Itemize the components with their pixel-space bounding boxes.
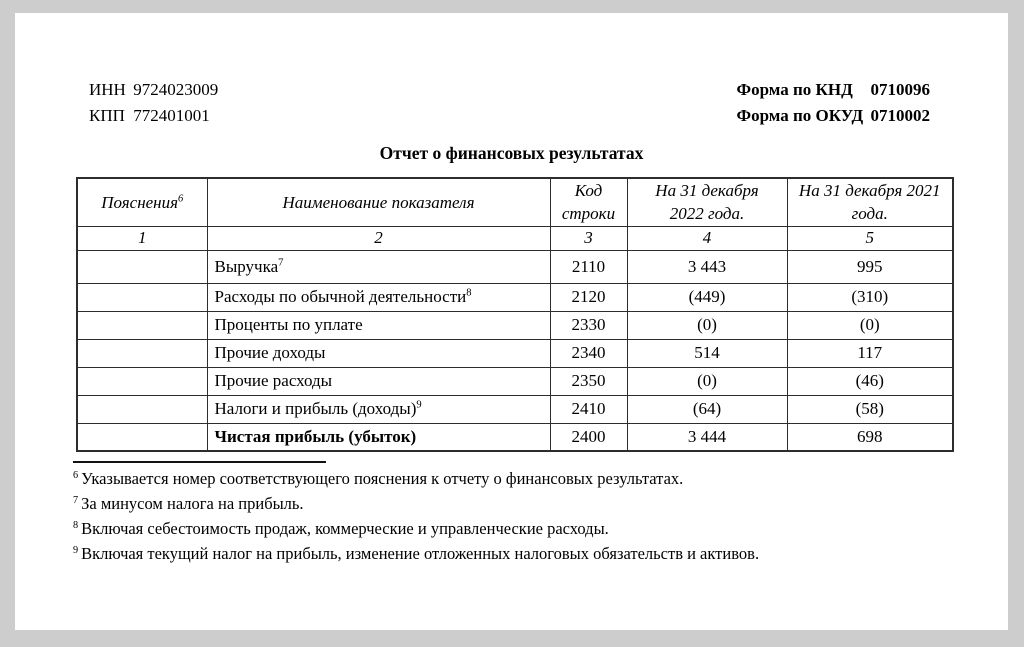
- indicator-name-cell: Налоги и прибыль (доходы)$^9$: [207, 395, 550, 423]
- indicator-name-cell: Прочие расходы: [207, 367, 550, 395]
- footnote: $^6$ Указывается номер соответствующего пояснения к отчету о финансовых результатах.: [73, 469, 684, 488]
- financial-results-table: [76, 177, 954, 452]
- column-number-1: 1: [77, 226, 207, 250]
- value-2021-cell: (310): [787, 283, 953, 311]
- kpp-line: [89, 103, 218, 129]
- table-row: [77, 311, 953, 339]
- column-number-4: 4: [627, 226, 787, 250]
- footnotes-block: [73, 466, 968, 566]
- indicator-superscript: 9: [416, 399, 422, 411]
- explanations-superscript: 6: [178, 193, 184, 205]
- table-row: [77, 423, 953, 451]
- footnote-separator: [73, 461, 326, 463]
- explanation-cell: [77, 311, 207, 339]
- table-row: [77, 250, 953, 283]
- column-header-2022: На 31 декабря 2022 года.: [627, 178, 787, 226]
- document-header: [73, 77, 952, 129]
- value-2022-cell: (0): [627, 311, 787, 339]
- column-header-line-code: Код строки: [550, 178, 627, 226]
- table-row: [77, 283, 953, 311]
- page-title: Отчет о финансовых результатах: [379, 143, 644, 163]
- table-row: [77, 339, 953, 367]
- indicator-name-cell: Проценты по уплате: [207, 311, 550, 339]
- value-2021-cell: 995: [787, 250, 953, 283]
- value-2021-cell: 117: [787, 339, 953, 367]
- footnote-number: 6: [73, 469, 79, 481]
- column-number-3: 3: [550, 226, 627, 250]
- footnote-number: 8: [73, 519, 79, 531]
- column-numbers-row: [77, 226, 953, 250]
- footnote: $^9$ Включая текущий налог на прибыль, изменение отложенных налоговых обязательств и активов.: [73, 544, 760, 563]
- inn-label: ИНН: [89, 80, 126, 99]
- line-code-cell: 2110: [550, 250, 627, 283]
- form-okud-value: 0710002: [870, 106, 930, 125]
- value-2021-cell: (0): [787, 311, 953, 339]
- footnote-number: 7: [73, 494, 79, 506]
- kpp-value: 772401001: [133, 106, 210, 125]
- explanation-cell: [77, 423, 207, 451]
- header-row: [77, 178, 953, 226]
- form-okud-label: Форма по ОКУД: [736, 106, 864, 125]
- value-2022-cell: (0): [627, 367, 787, 395]
- table-body: [77, 250, 953, 451]
- value-2022-cell: 3 444: [627, 423, 787, 451]
- column-header-2021: На 31 декабря 2021 года.: [787, 178, 953, 226]
- indicator-name-cell: Прочие доходы: [207, 339, 550, 367]
- line-code-cell: 2410: [550, 395, 627, 423]
- value-2021-cell: 698: [787, 423, 953, 451]
- form-knd-value: 0710096: [870, 80, 930, 99]
- form-knd-label: Форма по КНД: [736, 80, 853, 99]
- line-code-cell: 2330: [550, 311, 627, 339]
- line-code-cell: 2120: [550, 283, 627, 311]
- column-number-2: 2: [207, 226, 550, 250]
- value-2022-cell: (64): [627, 395, 787, 423]
- table-row: [77, 395, 953, 423]
- kpp-label: КПП: [89, 106, 125, 125]
- form-codes-block: [737, 77, 931, 129]
- indicator-superscript: 7: [278, 256, 284, 268]
- footnote: $^7$ За минусом налога на прибыль.: [73, 494, 304, 513]
- document-page: [15, 13, 1008, 630]
- footnote: $^8$ Включая себестоимость продаж, коммерческие и управленческие расходы.: [73, 519, 609, 538]
- column-header-explanations: Пояснения$^6$: [77, 178, 207, 226]
- value-2022-cell: 3 443: [627, 250, 787, 283]
- explanation-cell: [77, 367, 207, 395]
- table-header: [77, 178, 953, 250]
- explanation-cell: [77, 283, 207, 311]
- form-knd-line: [737, 77, 931, 103]
- value-2022-cell: (449): [627, 283, 787, 311]
- footnote-number: 9: [73, 544, 79, 556]
- indicator-name-cell: Выручка$^7$: [207, 250, 550, 283]
- column-header-indicator: Наименование показателя: [207, 178, 550, 226]
- table-row: [77, 367, 953, 395]
- indicator-superscript: 8: [466, 287, 472, 299]
- explanation-cell: [77, 250, 207, 283]
- value-2022-cell: 514: [627, 339, 787, 367]
- explanation-cell: [77, 395, 207, 423]
- inn-line: [89, 77, 218, 103]
- inn-value: 9724023009: [133, 80, 219, 99]
- value-2021-cell: (46): [787, 367, 953, 395]
- line-code-cell: 2400: [550, 423, 627, 451]
- indicator-name-cell: Расходы по обычной деятельности$^8$: [207, 283, 550, 311]
- form-okud-line: [737, 103, 931, 129]
- explanation-cell: [77, 339, 207, 367]
- indicator-name-cell: Чистая прибыль (убыток): [207, 423, 550, 451]
- line-code-cell: 2350: [550, 367, 627, 395]
- taxpayer-id-block: [89, 77, 218, 129]
- value-2021-cell: (58): [787, 395, 953, 423]
- column-number-5: 5: [787, 226, 953, 250]
- line-code-cell: 2340: [550, 339, 627, 367]
